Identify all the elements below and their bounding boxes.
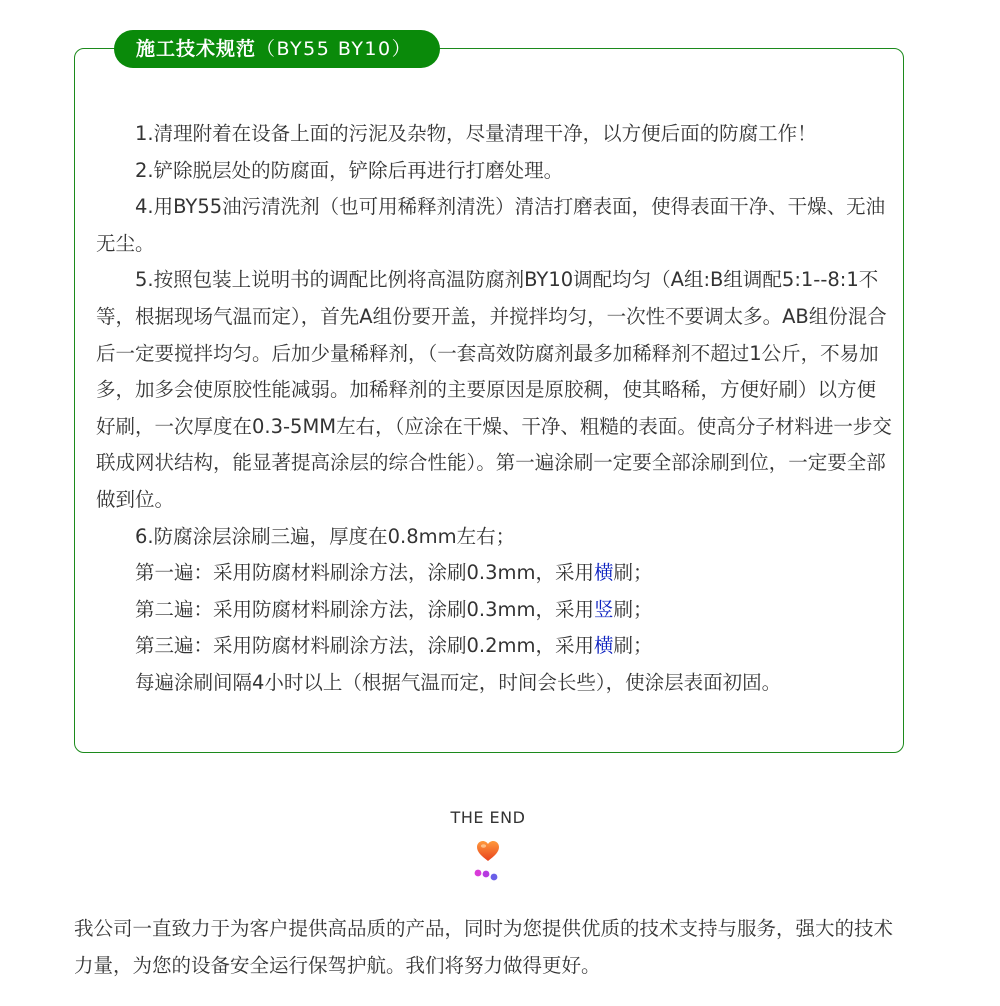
step-2: 2.铲除脱层处的防腐面，铲除后再进行打磨处理。 bbox=[135, 158, 564, 182]
pass-3-prefix: 第三遍：采用防腐材料刷涂方法，涂刷0.2mm，采用 bbox=[135, 634, 595, 658]
pass-2-suffix: 刷； bbox=[613, 597, 653, 621]
step-4: 4.用BY55油污清洗剂（也可用稀释剂清洗）清洁打磨表面，使得表面干净、干燥、无油无尘。 bbox=[96, 195, 886, 255]
pass-1-prefix: 第一遍：采用防腐材料刷涂方法，涂刷0.3mm，采用 bbox=[135, 561, 595, 585]
pass-3-suffix: 刷； bbox=[613, 634, 653, 658]
dots-icon bbox=[473, 868, 503, 882]
spec-content bbox=[96, 116, 892, 702]
pass-1-suffix: 刷； bbox=[613, 561, 653, 585]
interval-note: 每遍涂刷间隔4小时以上（根据气温而定，时间会长些），使涂层表面初固。 bbox=[135, 670, 782, 694]
the-end-text: THE END bbox=[450, 808, 526, 827]
end-section bbox=[0, 806, 976, 830]
pass-3-direction: 横 bbox=[594, 634, 614, 658]
pass-2 bbox=[96, 592, 892, 629]
pass-2-direction: 竖 bbox=[594, 597, 614, 621]
pass-2-prefix: 第二遍：采用防腐材料刷涂方法，涂刷0.3mm，采用 bbox=[135, 597, 595, 621]
step-5: 5.按照包装上说明书的调配比例将高温防腐剂BY10调配均匀（A组:B组调配5:1--8:1不等，根据现场气温而定），首先A组份要开盖，并搅拌均匀，一次性不要调太多。AB组份混合后一定要搅拌均匀。后加少量稀释剂，（一套高效防腐剂最多加稀释剂不超过1公斤，不易加多，加多会使原胶性能减弱。加稀释剂的主要原因是原胶稠，使其略稀，方便好刷）以方便好刷，一次厚度在0.3-5MM左右，（应涂在干燥、干净、粗糙的表面。使高分子材料进一步交联成网状结构，能显著提高涂层的综合性能）。第一遍涂刷一定要全部涂刷到位，一定要全部做到位。 bbox=[96, 268, 892, 511]
heart-icon bbox=[476, 840, 500, 862]
section-title-code: （BY55 BY10） bbox=[256, 38, 413, 60]
step-6: 6.防腐涂层涂刷三遍，厚度在0.8mm左右； bbox=[135, 524, 516, 548]
section-title: 施工技术规范 bbox=[136, 38, 257, 60]
pass-3 bbox=[96, 628, 892, 665]
section-title-tab bbox=[114, 30, 440, 68]
footer-text: 我公司一直致力于为客户提供高品质的产品，同时为您提供优质的技术支持与服务，强大的技术力量，为您的设备安全运行保驾护航。我们将努力做得更好。 bbox=[74, 917, 894, 977]
pass-1 bbox=[96, 555, 892, 592]
pass-1-direction: 横 bbox=[594, 561, 614, 585]
step-1: 1.清理附着在设备上面的污泥及杂物，尽量清理干净，以方便后面的防腐工作！ bbox=[135, 122, 817, 145]
